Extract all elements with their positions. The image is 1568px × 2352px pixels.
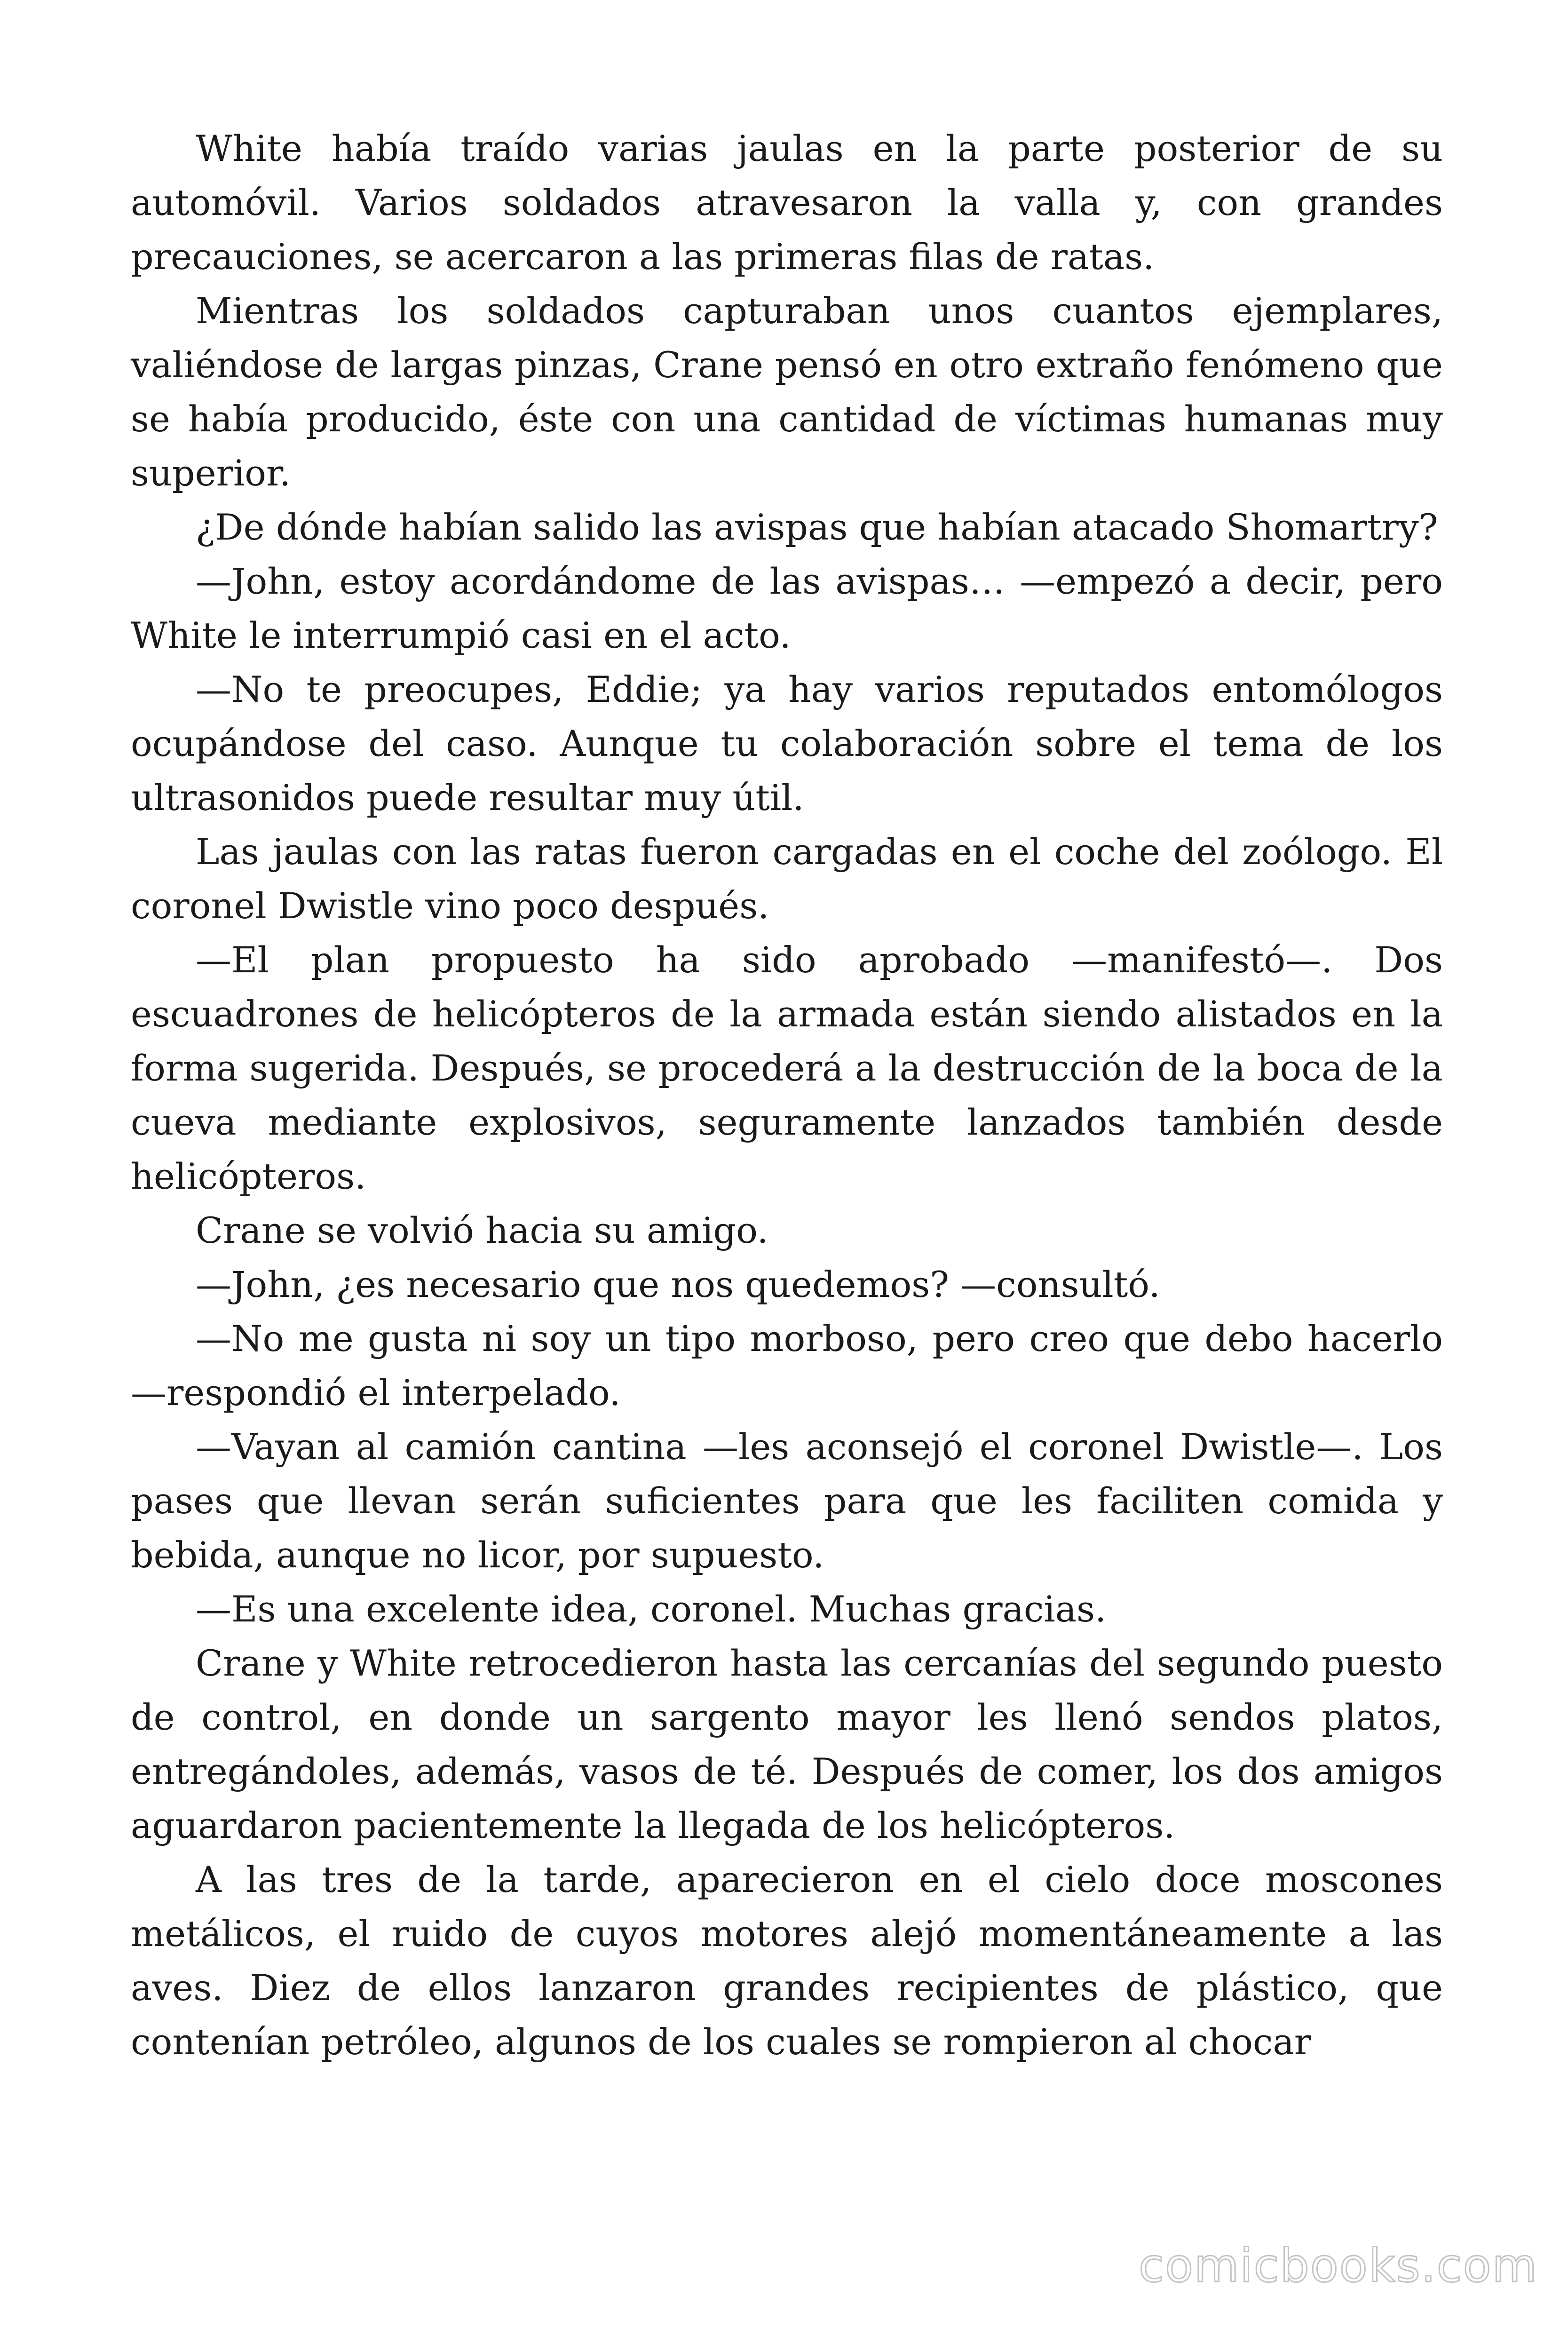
paragraph: —John, ¿es necesario que nos quedemos? —consultó. [196,1263,1160,1305]
paragraph: —John, estoy acordándome de las avispas… —empezó a decir, pero White le interrumpió casi en el acto. [131,560,1443,656]
page-body [131,121,1443,2069]
paragraph: White había traído varias jaulas en la parte posterior de su automóvil. Varios soldados atravesaron la valla y, con grandes precauciones, se acercaron a las primeras filas de ratas. [131,127,1443,278]
paragraph: —No te preocupes, Eddie; ya hay varios reputados entomólogos ocupándose del caso. Aunque tu colaboración sobre el tema de los ultrasonidos puede resultar muy útil. [131,668,1443,818]
paragraph: Crane se volvió hacia su amigo. [196,1209,768,1251]
paragraph: Mientras los soldados capturaban unos cuantos ejemplares, valiéndose de largas pinzas, Crane pensó en otro extraño fenómeno que se había producido, éste con una cantidad de víctimas humanas muy superior. [131,290,1443,494]
paragraph: A las tres de la tarde, aparecieron en el cielo doce moscones metálicos, el ruido de cuyos motores alejó momentáneamente a las aves. Diez de ellos lanzaron grandes recipientes de plástico, que contenían petróleo, algunos de los cuales se rompieron al chocar [131,1859,1443,2063]
paragraph: —Vayan al camión cantina —les aconsejó el coronel Dwistle—. Los pases que llevan serán suficientes para que les faciliten comida y bebida, aunque no licor, por supuesto. [131,1426,1443,1576]
paragraph: ¿De dónde habían salido las avispas que habían atacado Shomartry? [196,506,1438,548]
paragraph: Crane y White retrocedieron hasta las cercanías del segundo puesto de control, en donde un sargento mayor les llenó sendos platos, entregándoles, además, vasos de té. Después de comer, los dos amigos aguardaron pacientemente la llegada de los helicópteros. [131,1642,1443,1846]
watermark: comicbooks.com [1139,2239,1538,2293]
paragraph: —El plan propuesto ha sido aprobado —manifestó—. Dos escuadrones de helicópteros de la armada están siendo alistados en la forma sugerida. Después, se procederá a la destrucción de la boca de la cueva mediante explosivos, seguramente lanzados también desde helicópteros. [131,939,1443,1197]
paragraph: —Es una excelente idea, coronel. Muchas gracias. [196,1588,1107,1630]
paragraph: —No me gusta ni soy un tipo morboso, pero creo que debo hacerlo —respondió el interpelado. [131,1318,1443,1414]
paragraph: Las jaulas con las ratas fueron cargadas en el coche del zoólogo. El coronel Dwistle vino poco después. [131,831,1443,927]
